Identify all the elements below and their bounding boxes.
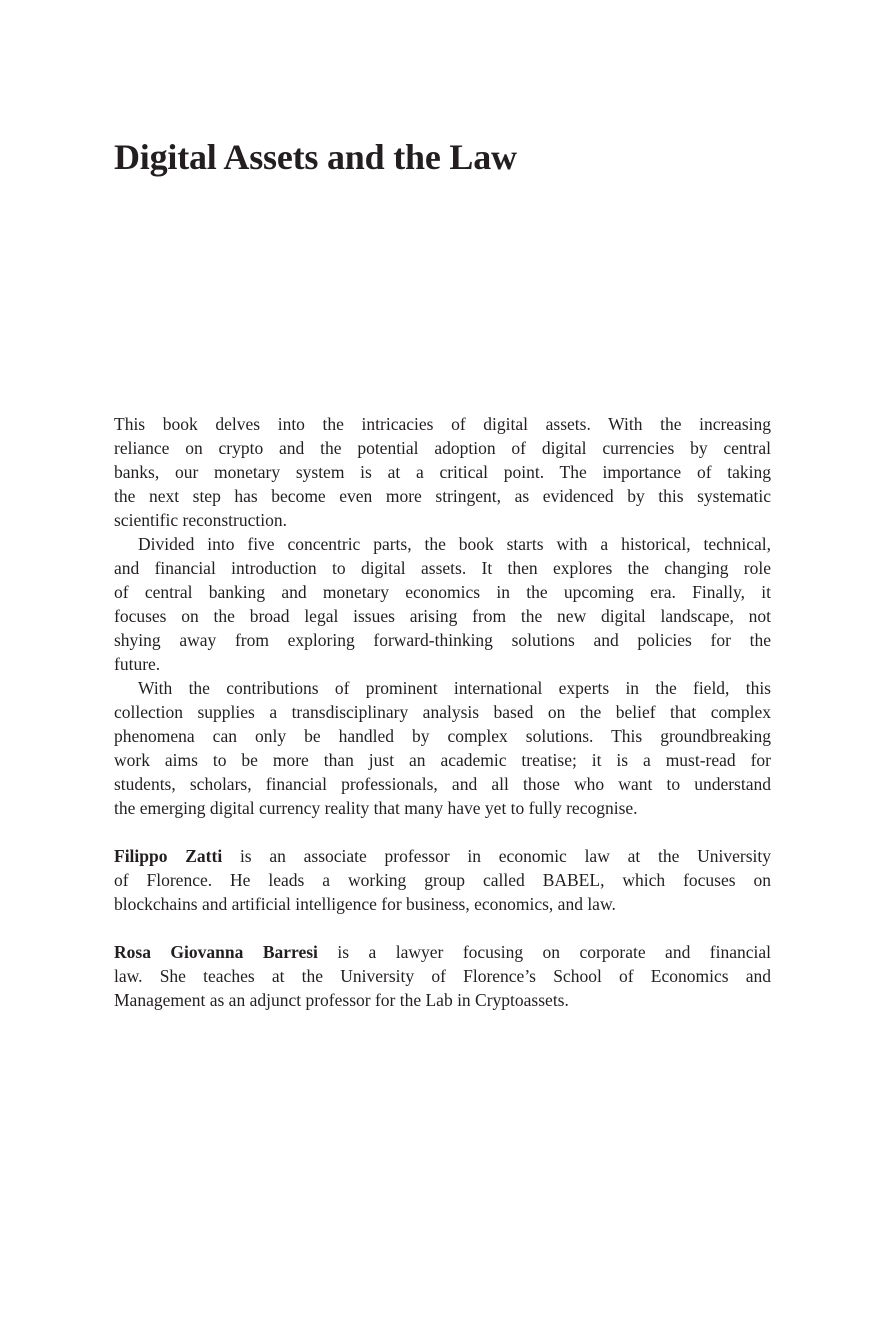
text-line [114, 628, 771, 652]
text-line [114, 724, 771, 748]
text-line [114, 868, 771, 892]
text-line-content: future. [114, 654, 161, 674]
text-line-content: and financial introduction to digital assets. It then explores the changing role [114, 558, 771, 578]
text-line [114, 412, 771, 436]
text-line [114, 652, 771, 676]
text-line-content: Divided into five concentric parts, the book starts with a historical, technical, [138, 534, 771, 554]
text-line-content: law. She teaches at the University of Florence’s School of Economics and [114, 966, 771, 986]
description-paragraph [114, 412, 771, 532]
text-line [114, 844, 771, 868]
text-line [114, 460, 771, 484]
description-paragraph [114, 532, 771, 676]
text-line-content: students, scholars, financial professionals, and all those who want to understand [114, 774, 771, 794]
text-line-content: the emerging digital currency reality that many have yet to fully recognise. [114, 798, 638, 818]
text-line [114, 436, 771, 460]
book-title: Digital Assets and the Law [114, 137, 517, 177]
text-line [114, 676, 771, 700]
text-line [114, 892, 771, 916]
text-line-content: reliance on crypto and the potential adoption of digital currencies by central [114, 438, 771, 458]
text-line-content: banks, our monetary system is at a critical point. The importance of taking [114, 462, 771, 482]
text-line-content: the next step has become even more stringent, as evidenced by this systematic [114, 486, 771, 506]
text-line-content: phenomena can only be handled by complex solutions. This groundbreaking [114, 726, 771, 746]
text-line [114, 508, 771, 532]
text-line-content: blockchains and artificial intelligence for business, economics, and law. [114, 894, 616, 914]
text-line [114, 796, 771, 820]
text-line-content: Management as an adjunct professor for the Lab in Cryptoassets. [114, 990, 569, 1010]
text-line-content: of Florence. He leads a working group called BABEL, which focuses on [114, 870, 771, 890]
text-line [114, 556, 771, 580]
text-line-content: is a lawyer focusing on corporate and financial [317, 942, 772, 962]
text-line [114, 580, 771, 604]
text-line-content: This book delves into the intricacies of digital assets. With the increasing [114, 414, 771, 434]
author-bio [114, 844, 771, 916]
text-line-content: of central banking and monetary economics in the upcoming era. Finally, it [114, 582, 771, 602]
author-bio [114, 940, 771, 1012]
text-line [114, 532, 771, 556]
author-name: Filippo Zatti [114, 846, 223, 866]
text-line [114, 772, 771, 796]
text-line [114, 964, 771, 988]
text-line-content: With the contributions of prominent international experts in the field, this [138, 678, 771, 698]
text-line-content: collection supplies a transdisciplinary analysis based on the belief that complex [114, 702, 771, 722]
text-line [114, 700, 771, 724]
book-description [114, 412, 771, 1012]
text-line-content: work aims to be more than just an academic treatise; it is a must-read for [114, 750, 771, 770]
description-paragraph [114, 676, 771, 820]
text-line-content: shying away from exploring forward-thinking solutions and policies for the [114, 630, 771, 650]
text-line [114, 484, 771, 508]
text-line [114, 748, 771, 772]
text-line-content: is an associate professor in economic law at the University [222, 846, 771, 866]
author-name: Rosa Giovanna Barresi [114, 942, 318, 962]
text-line [114, 604, 771, 628]
text-line [114, 940, 771, 964]
text-line-content: focuses on the broad legal issues arising from the new digital landscape, not [114, 606, 771, 626]
text-line-content: scientific reconstruction. [114, 510, 287, 530]
text-line [114, 988, 771, 1012]
